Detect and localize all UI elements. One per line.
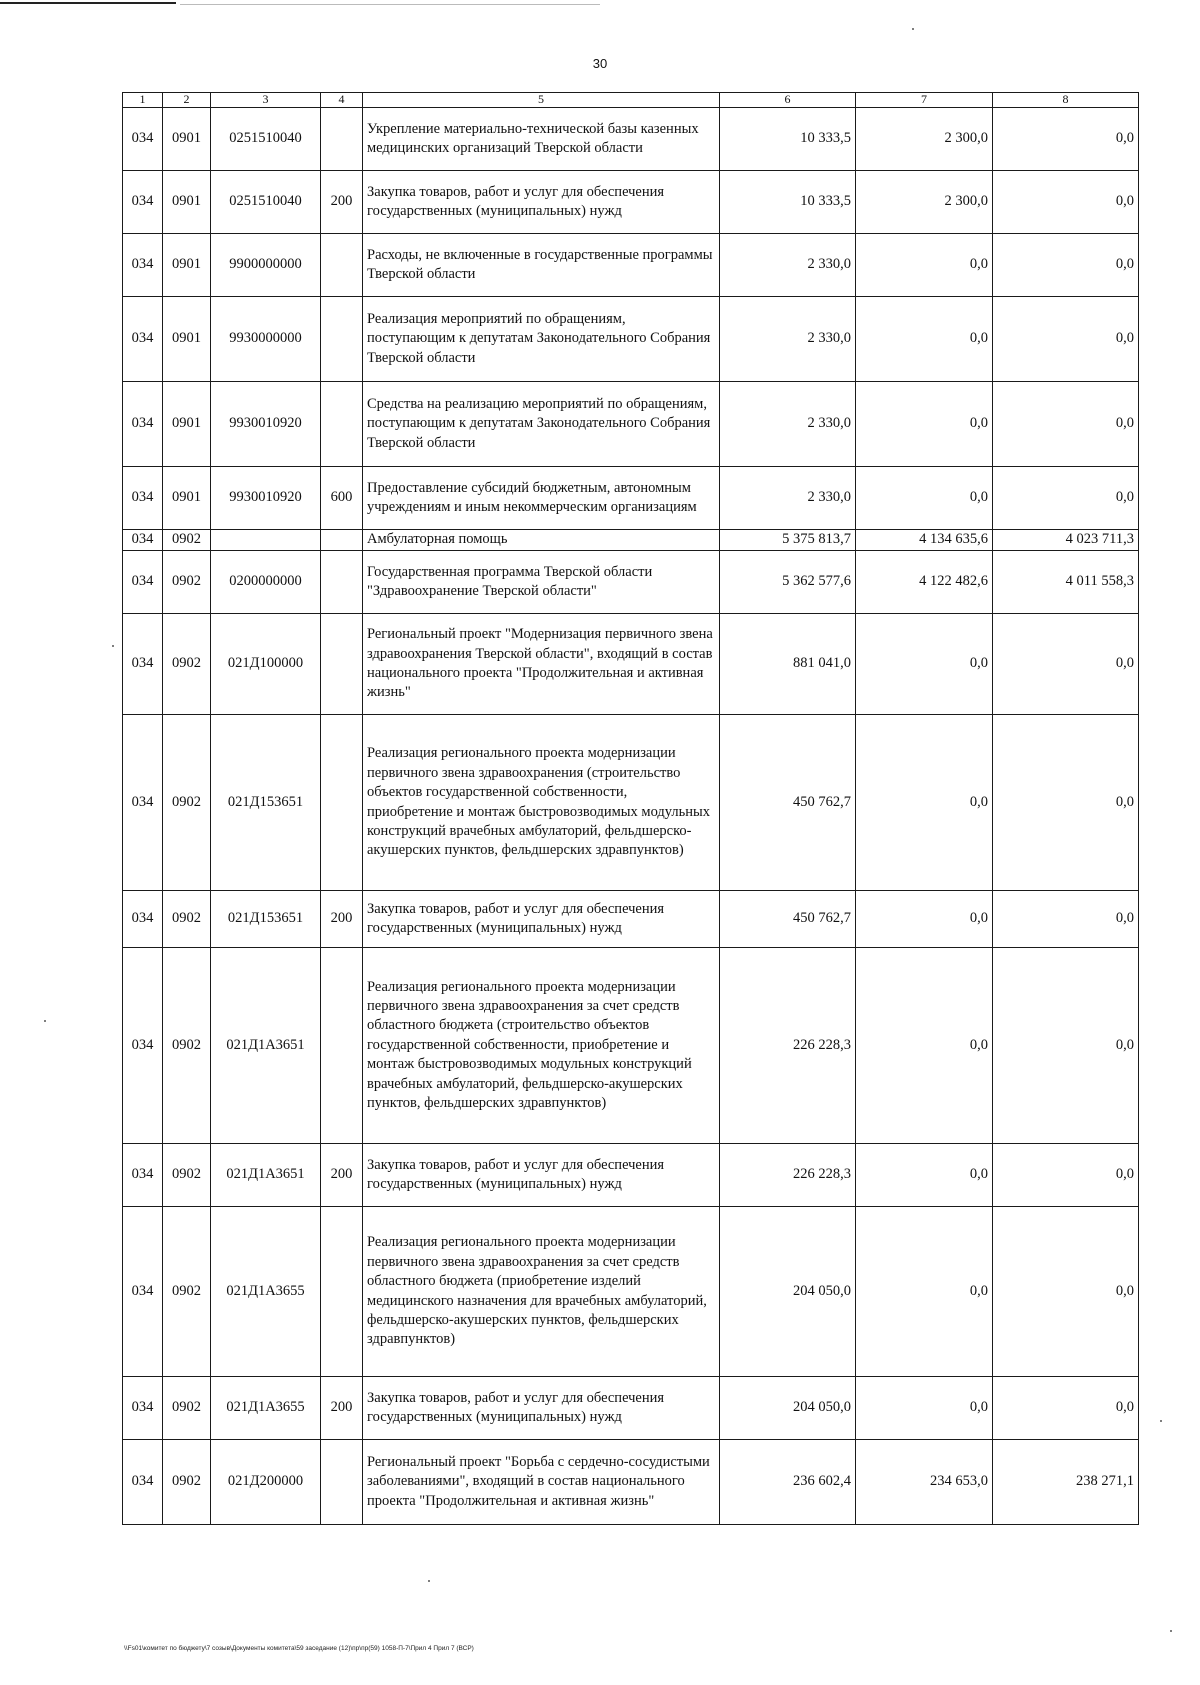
target-item-code [211,530,321,551]
table-row [123,1207,1139,1377]
ministry-code: 034 [123,1207,163,1377]
ministry-code: 034 [123,1144,163,1207]
column-header: 1 [123,93,163,108]
section-code: 0901 [163,171,211,234]
ministry-code: 034 [123,382,163,467]
target-item-code: 021Д153651 [211,715,321,891]
expense-type-code [321,715,363,891]
column-header: 7 [856,93,993,108]
amount-year-1: 204 050,0 [720,1377,856,1440]
target-item-code: 021Д1А3655 [211,1377,321,1440]
amount-year-1: 10 333,5 [720,108,856,171]
amount-year-3: 0,0 [993,382,1139,467]
table-row [123,1377,1139,1440]
expense-type-code [321,234,363,297]
file-path-footer: \\Fs01\комитет по бюджету\7 созыв\Документы комитета\59 заседание (12)\пр\пр(59) 1058-П-7\Прил 4 Прил 7 (ВСР) [124,1645,474,1652]
table-row [123,715,1139,891]
amount-year-3: 0,0 [993,891,1139,948]
ministry-code: 034 [123,530,163,551]
amount-year-2: 0,0 [856,614,993,715]
amount-year-1: 204 050,0 [720,1207,856,1377]
table-row [123,891,1139,948]
item-description: Реализация регионального проекта модернизации первичного звена здравоохранения за счет средств областного бюджета (строительство объектов государственной собственности, приобретение и монтаж быстровозводимых модульных конструкций врачебных амбулаторий, фельдшерско-акушерских пунктов, фельдшерских здравпунктов) [363,948,720,1144]
table-row [123,108,1139,171]
scan-edge-line [180,4,600,5]
table-row [123,297,1139,382]
amount-year-2: 0,0 [856,297,993,382]
target-item-code: 9930010920 [211,467,321,530]
expense-type-code [321,108,363,171]
column-header: 5 [363,93,720,108]
column-header: 8 [993,93,1139,108]
ministry-code: 034 [123,948,163,1144]
amount-year-1: 226 228,3 [720,948,856,1144]
target-item-code: 0200000000 [211,551,321,614]
section-code: 0901 [163,467,211,530]
amount-year-1: 2 330,0 [720,297,856,382]
amount-year-3: 0,0 [993,297,1139,382]
amount-year-3: 0,0 [993,1207,1139,1377]
column-number-row [123,93,1139,108]
item-description: Средства на реализацию мероприятий по обращениям, поступающим к депутатам Законодательного Собрания Тверской области [363,382,720,467]
expense-type-code [321,382,363,467]
expense-type-code [321,1440,363,1525]
amount-year-3: 0,0 [993,948,1139,1144]
amount-year-2: 0,0 [856,948,993,1144]
expense-type-code [321,297,363,382]
ministry-code: 034 [123,891,163,948]
amount-year-2: 0,0 [856,891,993,948]
item-description: Закупка товаров, работ и услуг для обеспечения государственных (муниципальных) нужд [363,1144,720,1207]
section-code: 0902 [163,530,211,551]
amount-year-1: 2 330,0 [720,382,856,467]
section-code: 0901 [163,108,211,171]
section-code: 0902 [163,948,211,1144]
scan-speck [44,1020,46,1022]
amount-year-1: 5 375 813,7 [720,530,856,551]
ministry-code: 034 [123,297,163,382]
amount-year-1: 236 602,4 [720,1440,856,1525]
column-header: 2 [163,93,211,108]
table-row [123,171,1139,234]
table-row [123,614,1139,715]
item-description: Реализация регионального проекта модернизации первичного звена здравоохранения (строительство объектов государственной собственности, приобретение и монтаж быстровозводимых модульных конструкций врачебных амбулаторий, фельдшерско-акушерских пунктов, фельдшерских здравпунктов) [363,715,720,891]
amount-year-3: 0,0 [993,1377,1139,1440]
table-row [123,382,1139,467]
section-code: 0902 [163,1207,211,1377]
item-description: Укрепление материально-технической базы казенных медицинских организаций Тверской области [363,108,720,171]
amount-year-2: 2 300,0 [856,171,993,234]
ministry-code: 034 [123,715,163,891]
section-code: 0901 [163,297,211,382]
amount-year-1: 881 041,0 [720,614,856,715]
target-item-code: 9930000000 [211,297,321,382]
section-code: 0902 [163,614,211,715]
item-description: Региональный проект "Модернизация первичного звена здравоохранения Тверской области", входящий в состав национального проекта "Продолжительная и активная жизнь" [363,614,720,715]
expense-type-code: 600 [321,467,363,530]
item-description: Закупка товаров, работ и услуг для обеспечения государственных (муниципальных) нужд [363,171,720,234]
amount-year-2: 234 653,0 [856,1440,993,1525]
amount-year-1: 226 228,3 [720,1144,856,1207]
ministry-code: 034 [123,234,163,297]
amount-year-1: 450 762,7 [720,715,856,891]
item-description: Закупка товаров, работ и услуг для обеспечения государственных (муниципальных) нужд [363,1377,720,1440]
amount-year-2: 4 134 635,6 [856,530,993,551]
table-row [123,1440,1139,1525]
ministry-code: 034 [123,614,163,715]
scan-speck [1160,1420,1162,1422]
amount-year-2: 0,0 [856,467,993,530]
target-item-code: 0251510040 [211,108,321,171]
section-code: 0901 [163,234,211,297]
column-header: 6 [720,93,856,108]
amount-year-3: 0,0 [993,108,1139,171]
amount-year-2: 0,0 [856,1377,993,1440]
table-row [123,530,1139,551]
page-number: 30 [592,56,608,71]
amount-year-2: 4 122 482,6 [856,551,993,614]
amount-year-2: 0,0 [856,382,993,467]
target-item-code: 021Д1А3651 [211,948,321,1144]
scan-edge-line [0,2,176,4]
amount-year-3: 0,0 [993,467,1139,530]
ministry-code: 034 [123,467,163,530]
target-item-code: 021Д1А3655 [211,1207,321,1377]
amount-year-1: 10 333,5 [720,171,856,234]
scan-speck [112,645,114,647]
item-description: Предоставление субсидий бюджетным, автономным учреждениям и иным некоммерческим организациям [363,467,720,530]
ministry-code: 034 [123,1377,163,1440]
amount-year-2: 2 300,0 [856,108,993,171]
section-code: 0902 [163,1144,211,1207]
amount-year-1: 2 330,0 [720,467,856,530]
section-code: 0902 [163,551,211,614]
amount-year-1: 450 762,7 [720,891,856,948]
column-header: 3 [211,93,321,108]
expense-type-code [321,551,363,614]
section-code: 0902 [163,715,211,891]
section-code: 0902 [163,891,211,948]
item-description: Государственная программа Тверской области "Здравоохранение Тверской области" [363,551,720,614]
amount-year-1: 5 362 577,6 [720,551,856,614]
column-header: 4 [321,93,363,108]
target-item-code: 021Д153651 [211,891,321,948]
ministry-code: 034 [123,171,163,234]
target-item-code: 021Д1А3651 [211,1144,321,1207]
amount-year-2: 0,0 [856,715,993,891]
item-description: Реализация регионального проекта модернизации первичного звена здравоохранения за счет средств областного бюджета (приобретение изделий медицинского назначения для врачебных амбулаторий, фельдшерско-акушерских пунктов, фельдшерских здравпунктов) [363,1207,720,1377]
table-row [123,1144,1139,1207]
item-description: Расходы, не включенные в государственные программы Тверской области [363,234,720,297]
item-description: Амбулаторная помощь [363,530,720,551]
expense-type-code [321,530,363,551]
section-code: 0902 [163,1440,211,1525]
amount-year-3: 0,0 [993,1144,1139,1207]
table-row [123,467,1139,530]
expense-type-code [321,614,363,715]
scan-speck [1170,1630,1172,1632]
table-row [123,551,1139,614]
expense-type-code [321,1207,363,1377]
expense-type-code: 200 [321,1377,363,1440]
amount-year-2: 0,0 [856,234,993,297]
expense-type-code [321,948,363,1144]
amount-year-3: 238 271,1 [993,1440,1139,1525]
amount-year-3: 0,0 [993,614,1139,715]
amount-year-3: 0,0 [993,234,1139,297]
amount-year-3: 0,0 [993,171,1139,234]
target-item-code: 9930010920 [211,382,321,467]
target-item-code: 0251510040 [211,171,321,234]
amount-year-3: 4 011 558,3 [993,551,1139,614]
ministry-code: 034 [123,1440,163,1525]
table-row [123,948,1139,1144]
target-item-code: 021Д200000 [211,1440,321,1525]
section-code: 0902 [163,1377,211,1440]
ministry-code: 034 [123,108,163,171]
expense-type-code: 200 [321,171,363,234]
expense-type-code: 200 [321,1144,363,1207]
item-description: Закупка товаров, работ и услуг для обеспечения государственных (муниципальных) нужд [363,891,720,948]
table-row [123,234,1139,297]
ministry-code: 034 [123,551,163,614]
amount-year-3: 4 023 711,3 [993,530,1139,551]
item-description: Реализация мероприятий по обращениям, поступающим к депутатам Законодательного Собрания Тверской области [363,297,720,382]
budget-table [122,92,1139,1525]
item-description: Региональный проект "Борьба с сердечно-сосудистыми заболеваниями", входящий в состав национального проекта "Продолжительная и активная жизнь" [363,1440,720,1525]
expense-type-code: 200 [321,891,363,948]
amount-year-2: 0,0 [856,1144,993,1207]
target-item-code: 021Д100000 [211,614,321,715]
section-code: 0901 [163,382,211,467]
amount-year-2: 0,0 [856,1207,993,1377]
scan-speck [912,28,914,30]
amount-year-3: 0,0 [993,715,1139,891]
target-item-code: 9900000000 [211,234,321,297]
scan-speck [428,1580,430,1582]
amount-year-1: 2 330,0 [720,234,856,297]
